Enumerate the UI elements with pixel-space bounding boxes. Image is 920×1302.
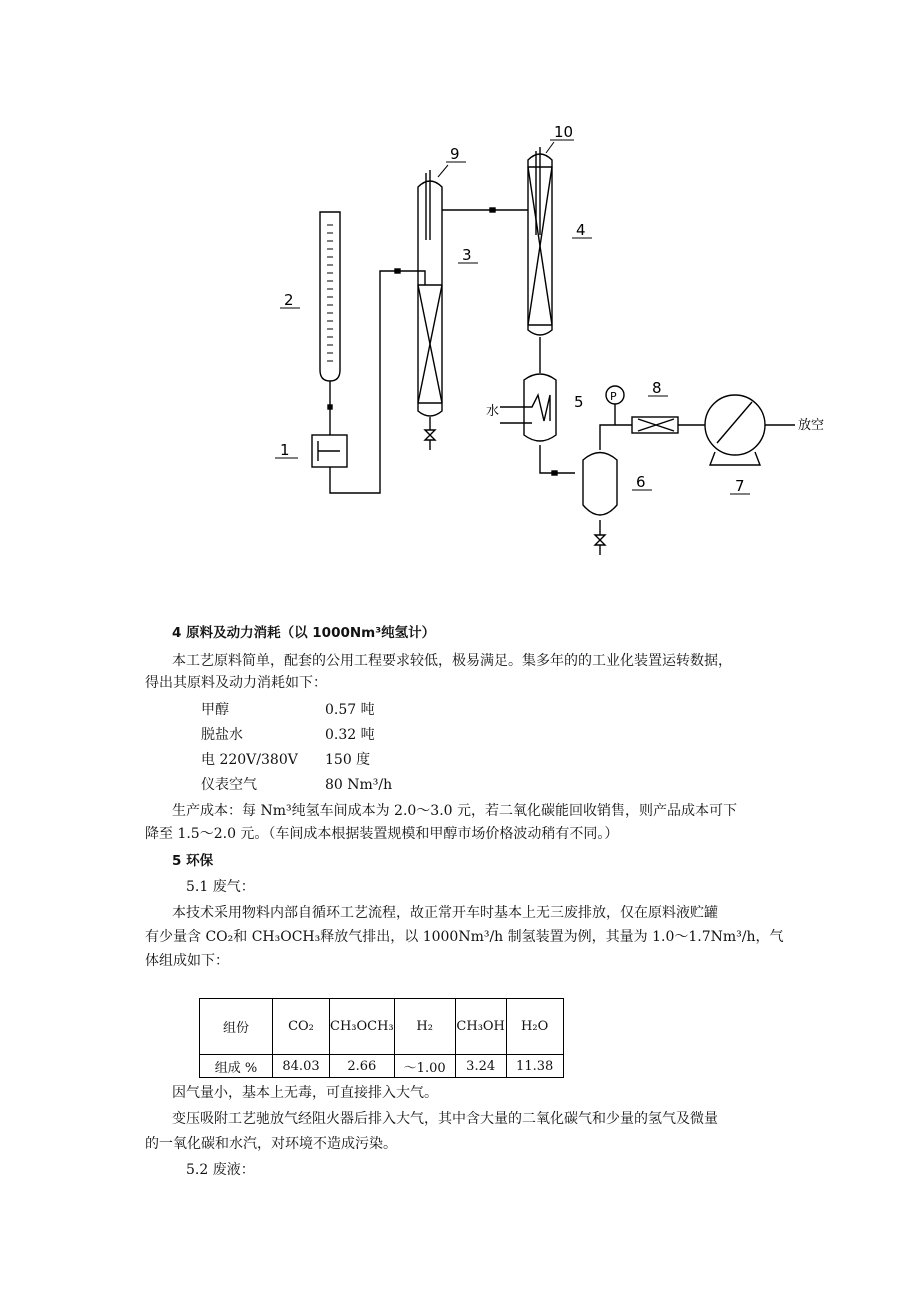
process-flow-diagram — [270, 115, 850, 575]
cost-line1: 生产成本：每 Nm³纯氢车间成本为 2.0～3.0 元，若二氧化碳能回收销售，则产品成本可下 — [172, 803, 738, 819]
table-cell: 11.38 — [506, 1055, 563, 1078]
consumption-name-air: 仪表空气 — [201, 777, 257, 793]
label-1: 1 — [280, 441, 290, 459]
gas-composition-table — [199, 998, 564, 1078]
section4-heading: 4 原料及动力消耗（以 1000Nm³纯氢计） — [172, 625, 436, 641]
table-header-cell: CO₂ — [273, 999, 330, 1055]
table-header-cell: CH₃OCH₃ — [330, 999, 395, 1055]
label-7: 7 — [735, 477, 745, 495]
table-header-cell: CH₃OH — [455, 999, 506, 1055]
para2-line2: 的一氧化碳和水汽，对环境不造成污染。 — [145, 1136, 397, 1152]
condenser — [500, 374, 575, 475]
consumption-name-water: 脱盐水 — [201, 727, 243, 743]
table-row — [200, 1055, 564, 1078]
reactor-column — [418, 170, 442, 450]
consumption-value-air: 80 Nm³/h — [325, 777, 393, 793]
table-cell: 2.66 — [330, 1055, 395, 1078]
label-6: 6 — [636, 473, 646, 491]
label-2: 2 — [284, 291, 294, 309]
para1-line1: 本技术采用物料内部自循环工艺流程，故正常开车时基本上无三废排放，仅在原料液贮罐 — [172, 905, 718, 921]
para2-line1: 变压吸附工艺驰放气经阻火器后排入大气，其中含大量的二氧化碳气和少量的氢气及微量 — [172, 1111, 718, 1127]
label-8: 8 — [652, 379, 662, 397]
label-3: 3 — [462, 246, 472, 264]
flow-diagram-svg — [270, 115, 850, 575]
table-cell: 组成 % — [200, 1055, 273, 1078]
metering-tube — [320, 212, 340, 435]
after-table-text: 因气量小，基本上无毒，可直接排入大气。 — [172, 1085, 438, 1101]
table-cell: ～1.00 — [394, 1055, 455, 1078]
section4-intro-line2: 得出其原料及动力消耗如下： — [145, 675, 327, 691]
consumption-value-electricity: 150 度 — [325, 752, 371, 768]
cost-line2: 降至 1.5～2.0 元。（车间成本根据装置规模和甲醇市场价格波动稍有不同。） — [145, 826, 619, 842]
converter-column — [528, 147, 552, 373]
section4-intro-line1: 本工艺原料简单，配套的公用工程要求较低，极易满足。集多年的的工业化装置运转数据， — [172, 653, 732, 669]
consumption-value-methanol: 0.57 吨 — [325, 702, 375, 718]
vent-label: 放空 — [798, 418, 825, 433]
section5-heading: 5 环保 — [172, 853, 214, 869]
para1-line3: 体组成如下： — [145, 953, 229, 969]
gas-liquid-separator — [583, 425, 632, 555]
water-label: 水 — [486, 404, 500, 419]
consumption-name-electricity: 电 220V/380V — [201, 752, 298, 768]
table-header-cell: H₂O — [506, 999, 563, 1055]
label-9: 9 — [450, 145, 460, 163]
table-header-cell: H₂ — [394, 999, 455, 1055]
section5-1-heading: 5.1 废气： — [186, 879, 255, 895]
label-4: 4 — [576, 221, 586, 239]
gas-flow-meter — [705, 395, 795, 465]
consumption-name-methanol: 甲醇 — [201, 702, 229, 718]
table-cell: 84.03 — [273, 1055, 330, 1078]
table-row — [200, 999, 564, 1055]
pressure-gauge-label: P — [610, 390, 617, 403]
table-header-cell: 组份 — [200, 999, 273, 1055]
section5-2-heading: 5.2 废液： — [186, 1162, 255, 1178]
label-10: 10 — [554, 123, 574, 141]
consumption-value-water: 0.32 吨 — [325, 727, 375, 743]
label-5: 5 — [574, 393, 584, 411]
flame-arrester — [632, 417, 705, 433]
para1-line2: 有少量含 CO₂和 CH₃OCH₃释放气排出，以 1000Nm³/h 制氢装置为例，其量为 1.0～1.7Nm³/h，气 — [145, 929, 784, 945]
table-cell: 3.24 — [455, 1055, 506, 1078]
